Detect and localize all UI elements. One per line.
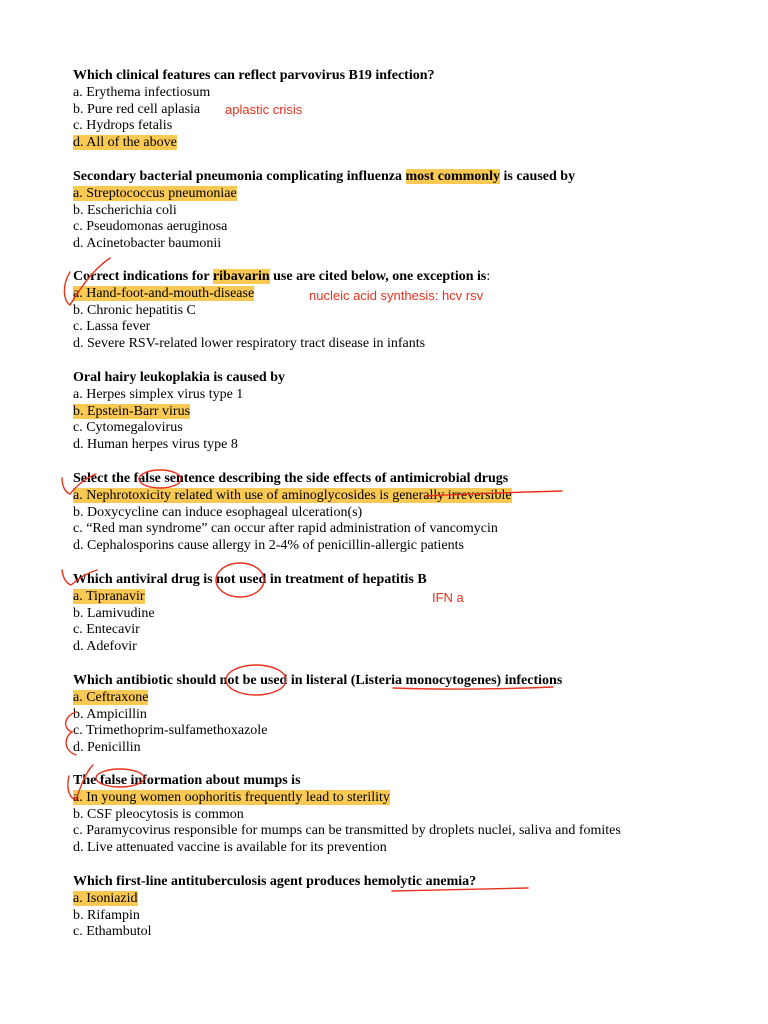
question-stem: Which first-line antituberculosis agent produces hemolytic anemia? — [73, 874, 477, 889]
question-9 — [73, 874, 753, 941]
answer-option: c. Trimethoprim-sulfamethoxazole — [73, 723, 268, 739]
answer-option: d. Live attenuated vaccine is available for its prevention — [73, 840, 387, 856]
question-stem: Oral hairy leukoplakia is caused by — [73, 370, 285, 385]
question-2 — [73, 169, 753, 253]
highlighted-answer: d. All of the above — [73, 135, 177, 151]
struck-phrase: generally irreversible — [392, 487, 512, 503]
answer-option: d. Penicillin — [73, 740, 141, 756]
highlighted-answer: b. Epstein-Barr virus — [73, 403, 191, 419]
answer-option: c. Paramycovirus responsible for mumps can be transmitted by droplets nuclei, saliva and fomites — [73, 823, 621, 839]
answer-option: a. Herpes simplex virus type 1 — [73, 386, 244, 402]
question-6 — [73, 572, 753, 656]
question-5 — [73, 471, 753, 555]
highlighted-answer: a. Streptococcus pneumoniae — [73, 185, 237, 201]
annotation-aplastic-crisis: aplastic crisis — [225, 102, 303, 117]
question-8 — [73, 773, 753, 857]
answer-option: c. Lassa fever — [73, 319, 151, 335]
answer-option: d. Acinetobacter baumonii — [73, 236, 222, 252]
question-stem: Correct indications for ribavarin use are cited below, one exception is: — [73, 269, 491, 284]
answer-option: a. Erythema infectiosum — [73, 84, 211, 100]
answer-option: c. Pseudomonas aeruginosa — [73, 219, 228, 235]
answer-option: d. Adefovir — [73, 639, 137, 655]
answer-option: d. Severe RSV-related lower respiratory tract disease in infants — [73, 336, 426, 352]
highlighted-answer: a. Nephrotoxicity related with use of aminoglycosides is generally irreversible — [73, 487, 512, 503]
question-stem: Which clinical features can reflect parvovirus B19 infection? — [73, 68, 435, 83]
answer-option: c. Cytomegalovirus — [73, 420, 183, 436]
highlighted-answer: a. Isoniazid — [73, 890, 138, 906]
answer-option: c. Ethambutol — [73, 924, 152, 940]
highlighted-phrase: ribavarin — [212, 269, 270, 284]
answer-option: c. Hydrops fetalis — [73, 118, 173, 134]
highlighted-answer: a. In young women oophoritis frequently lead to sterility — [73, 789, 390, 805]
highlighted-phrase: most commonly — [405, 169, 500, 184]
answer-option: b. CSF pleocytosis is common — [73, 806, 244, 822]
answer-option: d. Cephalosporins cause allergy in 2-4% of penicillin-allergic patients — [73, 538, 464, 554]
answer-option: b. Lamivudine — [73, 605, 155, 621]
answer-option: b. Ampicillin — [73, 706, 147, 722]
question-3 — [73, 269, 753, 353]
question-stem: Secondary bacterial pneumonia complicating influenza most commonly is caused by — [73, 169, 576, 184]
question-7 — [73, 673, 753, 757]
answer-option: b. Escherichia coli — [73, 202, 177, 218]
highlighted-answer: a. Ceftraxone — [73, 689, 149, 705]
underlined-phrase: hemolytic anemia? — [360, 874, 477, 889]
highlighted-answer: a. Hand-foot-and-mouth-disease — [73, 285, 255, 301]
answer-option: b. Chronic hepatitis C — [73, 302, 196, 318]
answer-option: c. “Red man syndrome” can occur after rapid administration of vancomycin — [73, 521, 498, 537]
answer-option: c. Entecavir — [73, 622, 140, 638]
answer-option: b. Doxycycline can induce esophageal ulceration(s) — [73, 504, 363, 520]
annotation-ifn: IFN a — [432, 590, 464, 605]
answer-option: b. Rifampin — [73, 907, 140, 923]
question-4 — [73, 370, 753, 454]
question-1 — [73, 68, 753, 152]
question-stem: The false information about mumps is — [73, 773, 301, 788]
annotation-nucleic-acid: nucleic acid synthesis: hcv rsv — [309, 288, 484, 303]
question-stem: Which antibiotic should not be used in listeral (Listeria monocytogenes) infections — [73, 673, 563, 688]
highlighted-answer: a. Tipranavir — [73, 588, 145, 604]
question-stem: Select the false sentence describing the side effects of antimicrobial drugs — [73, 471, 509, 486]
underlined-phrase: Listeria monocytogenes — [355, 673, 497, 688]
answer-option: b. Pure red cell aplasia — [73, 101, 201, 117]
answer-option: d. Human herpes virus type 8 — [73, 437, 238, 453]
question-stem: Which antiviral drug is not used in treatment of hepatitis B — [73, 572, 427, 587]
